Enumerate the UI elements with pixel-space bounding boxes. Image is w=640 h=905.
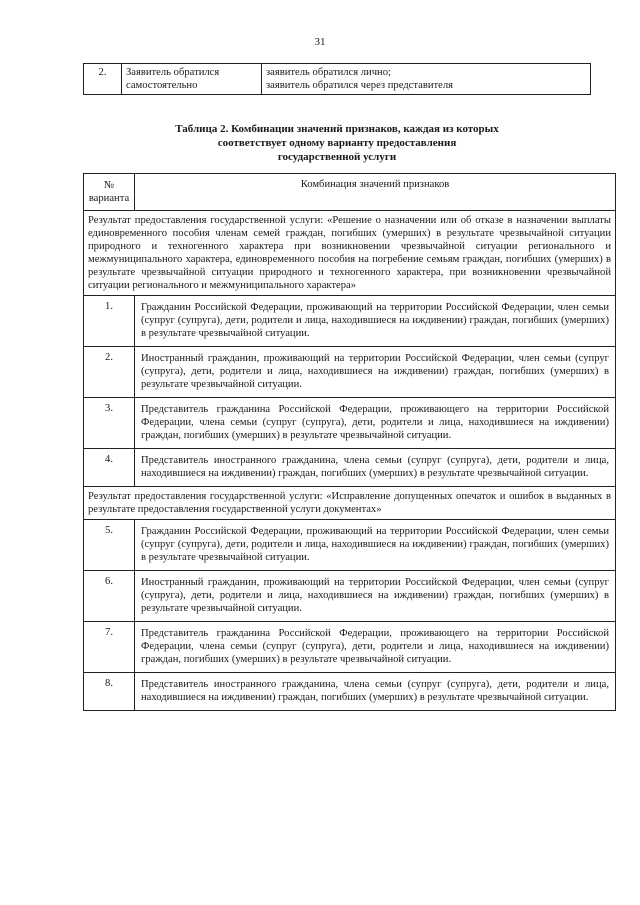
- variant-description: Представитель гражданина Российской Федерации, проживающего на территории Российской Федерации, члена семьи (супруг (супруга), дети, родители и лица, находившиеся на иждивении) граждан, погибших (умерших) в результате чрезвычайной ситуации.: [135, 398, 616, 449]
- variant-number: 3.: [84, 398, 135, 449]
- page-number: 31: [314, 36, 326, 48]
- value-line: заявитель обратился лично;: [266, 67, 391, 78]
- row-number: 2.: [84, 64, 122, 95]
- result-description: Результат предоставления государственной услуги: «Исправление допущенных опечаток и ошибок в выданных в результате предоставления государственной услуги документах»: [84, 487, 616, 520]
- caption-line: государственной услуги: [277, 151, 397, 163]
- caption-line: Таблица 2. Комбинации значений признаков, каждая из которых: [175, 123, 499, 135]
- variant-number: 6.: [84, 571, 135, 622]
- variant-number: 5.: [84, 520, 135, 571]
- header-row: [84, 174, 616, 211]
- table-row: [84, 449, 616, 487]
- table-row: [84, 347, 616, 398]
- table-row: [84, 673, 616, 711]
- table-row: [84, 398, 616, 449]
- variants-table: [83, 173, 616, 711]
- variant-description: Представитель иностранного гражданина, члена семьи (супруг (супруга), дети, родители и лица, находившиеся на иждивении) граждан, погибших (умерших) в результате чрезвычайной ситуации.: [135, 673, 616, 711]
- table-row: [84, 622, 616, 673]
- result-row: [84, 211, 616, 296]
- variant-number: 2.: [84, 347, 135, 398]
- table-caption: [83, 122, 591, 164]
- variant-description: Представитель иностранного гражданина, члена семьи (супруг (супруга), дети, родители и лица, находившиеся на иждивении) граждан, погибших (умерших) в результате чрезвычайной ситуации.: [135, 449, 616, 487]
- value-line: заявитель обратился через представителя: [266, 80, 453, 91]
- variant-description: Иностранный гражданин, проживающий на территории Российской Федерации, член семьи (супруг (супруга), дети, родители и лица, находившиеся на иждивении) граждан, погибших (умерших) в результате чрезвычайной ситуации.: [135, 571, 616, 622]
- result-row: [84, 487, 616, 520]
- attributes-table: [83, 63, 591, 95]
- variant-number: 1.: [84, 296, 135, 347]
- variant-number-header: [84, 174, 135, 211]
- variant-number: 7.: [84, 622, 135, 673]
- variant-description: Гражданин Российской Федерации, проживающий на территории Российской Федерации, член семьи (супруг (супруга), дети, родители и лица, находившиеся на иждивении) граждан, погибших (умерших) в результате чрезвычайной ситуации.: [135, 520, 616, 571]
- table-row: [84, 520, 616, 571]
- variant-description: Иностранный гражданин, проживающий на территории Российской Федерации, член семьи (супруг (супруга), дети, родители и лица, находившиеся на иждивении) граждан, погибших (умерших) в результате чрезвычайной ситуации.: [135, 347, 616, 398]
- variant-description: Гражданин Российской Федерации, проживающий на территории Российской Федерации, член семьи (супруг (супруга), дети, родители и лица, находившиеся на иждивении) граждан, погибших (умерших) в результате чрезвычайной ситуации.: [135, 296, 616, 347]
- caption-line: соответствует одному варианту предоставления: [217, 137, 457, 149]
- variant-description: Представитель гражданина Российской Федерации, проживающего на территории Российской Федерации, члена семьи (супруг (супруга), дети, родители и лица, находившиеся на иждивении) граждан, погибших (умерших) в результате чрезвычайной ситуации.: [135, 622, 616, 673]
- variant-number: 8.: [84, 673, 135, 711]
- table-row: [84, 64, 591, 95]
- header-line: варианта: [88, 193, 130, 204]
- result-description: Результат предоставления государственной услуги: «Решение о назначении или об отказе в назначении выплаты единовременного пособия членам семей граждан, погибших (умерших) в результате чрезвычайной ситуации природного и техногенного характера при возникновении чрезвычайной ситуации регионального и межмуниципального характера, единовременного пособия на погребение семьям граждан, погибших (умерших) в результате чрезвычайной ситуации природного и техногенного характера, при возникновении чрезвычайной ситуации регионального и межмуниципального характера»: [84, 211, 616, 296]
- combination-header: Комбинация значений признаков: [135, 174, 616, 211]
- variant-number: 4.: [84, 449, 135, 487]
- header-line: №: [103, 180, 115, 191]
- values-cell: [262, 64, 591, 95]
- table-row: [84, 571, 616, 622]
- table-row: [84, 296, 616, 347]
- criterion-cell: Заявитель обратился самостоятельно: [122, 64, 262, 95]
